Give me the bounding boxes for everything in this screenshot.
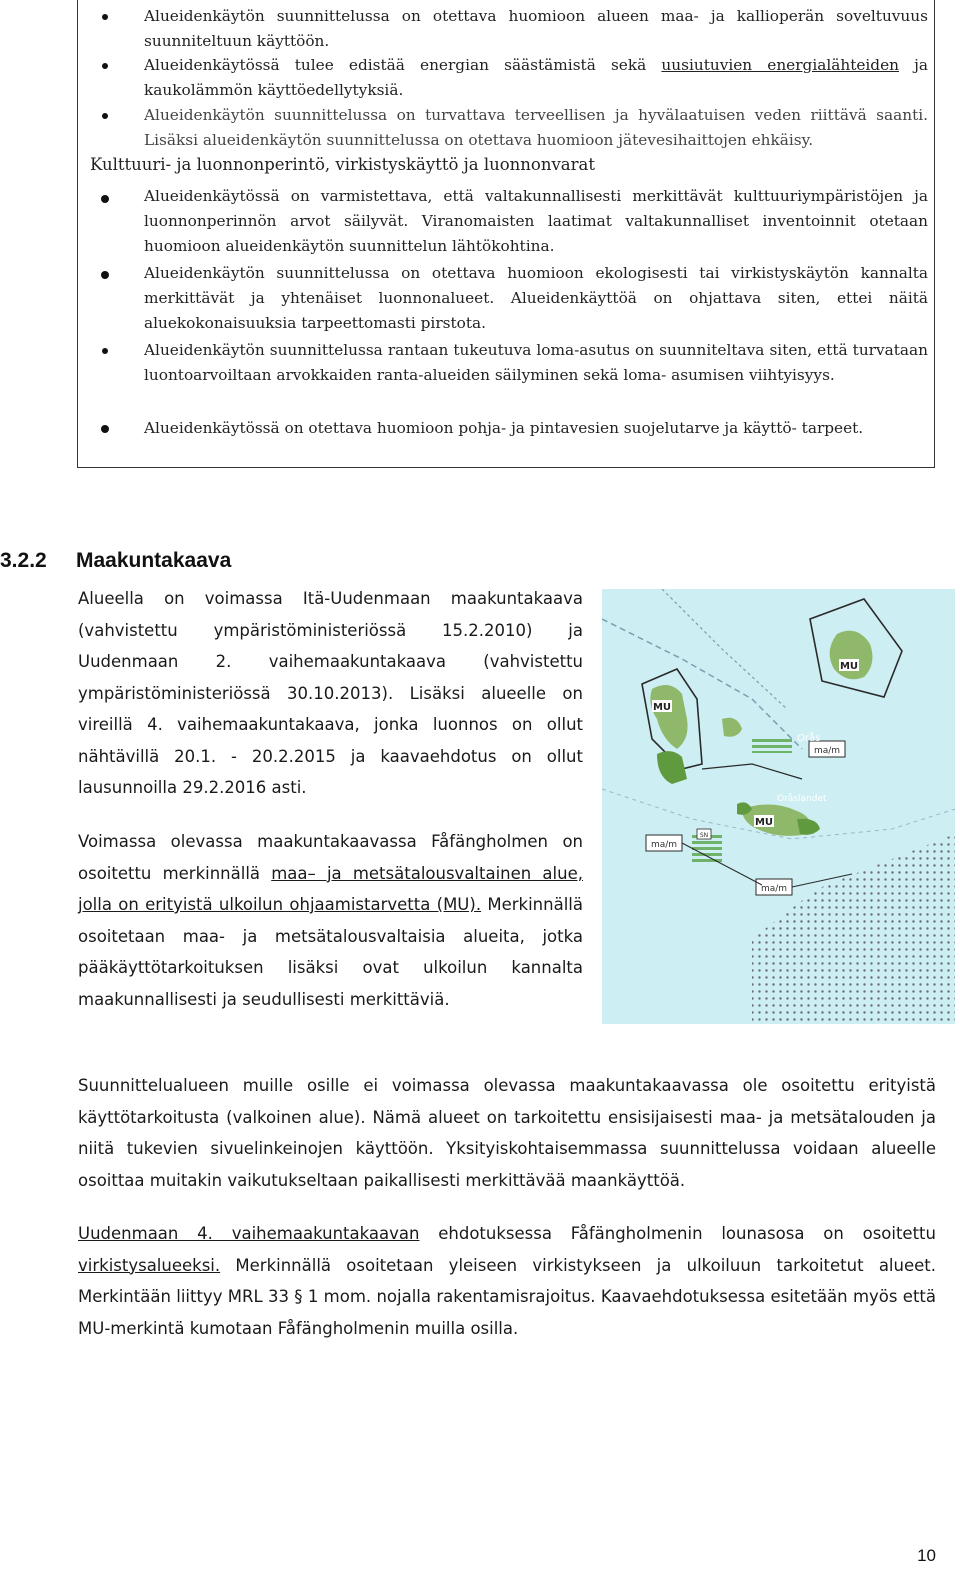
paragraph: Voimassa olevassa maakuntakaavassa Fåfängholmen on osoitettu merkinnällä maa– ja metsätalousvaltainen alue, jolla on erityistä ulkoilun ohjaamistarvetta (MU). Merkinnällä osoitetaan maa- ja metsätalousvaltaisia alueita, jotka pääkäyttötarkoituksen lisäksi ovat ulkoilun kannalta maakunnallisesti ja seudullisesti merkittäviä. bbox=[78, 832, 583, 1009]
mu-label: MU bbox=[652, 702, 672, 713]
map-label: SN bbox=[699, 832, 709, 839]
guideline-item: Alueidenkäytön suunnittelussa on otettava huomioon alueen maa- ja kallioperän soveltuvuus suunniteltuun käyttöön. bbox=[144, 7, 928, 50]
guideline-item: Alueidenkäytössä on otettava huomioon pohja- ja pintavesien suojelutarve ja käyttö- tarpeet. bbox=[144, 419, 864, 437]
guideline-item: Alueidenkäytön suunnittelussa on turvattava terveellisen ja hyvälaatuisen veden riittävä saanti. Lisäksi alueidenkäytön suunnittelussa on otettava huomioon jätevesihaittojen ehkäisy. bbox=[144, 106, 928, 149]
recreation-area-link[interactable]: virkistysalueeksi. bbox=[78, 1255, 221, 1275]
regional-plan-map bbox=[602, 589, 955, 1024]
mu-label: MU bbox=[839, 661, 859, 672]
map-label: ma/m bbox=[813, 746, 841, 756]
guideline-item: Alueidenkäytön suunnittelussa on otettava huomioon ekologisesti tai virkistyskäytön kannalta merkittävät ja yhtenäiset luonnonalueet. Alueidenkäyttöä on ohjattava siten, ettei näitä aluekokonaisuuksia tarpeettomasti pirstota. bbox=[144, 264, 928, 332]
guideline-item: Alueidenkäytössä on varmistettava, että valtakunnallisesti merkittävät kulttuuriympäristöjen ja luonnonperinnön arvot säilyvät. Viranomaisten laatimat valtakunnalliset inventoinnit otetaan huomioon alueidenkäytön suunnittelun lähtökohtina. bbox=[144, 187, 928, 255]
place-name: Orås bbox=[797, 733, 821, 744]
paragraph: Uudenmaan 4. vaihemaakuntakaavan ehdotuksessa Fåfängholmenin lounasosa on osoitettu virkistysalueeksi. Merkinnällä osoitetaan yleiseen virkistykseen ja ulkoiluun tarkoitetut alueet. Merkintään liittyy MRL 33 § 1 mom. nojalla rakentamisrajoitus. Kaavaehdotuksessa esitetään myös että MU-merkintä kumotaan Fåfängholmenin muilla osilla. bbox=[78, 1224, 936, 1338]
section-number: 3.2.2 bbox=[0, 549, 47, 572]
bullet-icon bbox=[102, 63, 108, 69]
mu-label: MU bbox=[754, 817, 774, 828]
bullet-icon bbox=[101, 195, 109, 203]
bullet-icon bbox=[101, 271, 109, 279]
map-label: ma/m bbox=[650, 840, 678, 850]
paragraph: Alueella on voimassa Itä-Uudenmaan maakuntakaava (vahvistettu ympäristöministeriössä 15.2.2010) ja Uudenmaan 2. vaihemaakuntakaava (vahvistettu ympäristöministeriössä 30.10.2013). Lisäksi alueelle on vireillä 4. vaihemaakuntakaava, jonka luonnos on ollut nähtävillä 20.1. - 20.2.2015 ja kaavaehdotus on ollut lausunnoilla 29.2.2016 asti. bbox=[78, 589, 583, 797]
section-title: Maakuntakaava bbox=[76, 549, 232, 572]
bullet-icon bbox=[102, 14, 108, 20]
guideline-item: Alueidenkäytön suunnittelussa rantaan tukeutuva loma-asutus on suunniteltava siten, että turvataan luontoarvoiltaan arvokkaiden ranta-alueiden säilyminen sekä loma- asumisen viihtyisyys. bbox=[144, 341, 928, 384]
place-name: Oråslandet bbox=[777, 794, 827, 804]
box-subheading: Kulttuuri- ja luonnonperintö, virkistyskäyttö ja luonnonvarat bbox=[90, 155, 595, 174]
plan-4-link[interactable]: Uudenmaan 4. vaihemaakuntakaavan bbox=[78, 1224, 420, 1243]
mu-area-link[interactable]: maa– ja metsätalousvaltainen alue, jolla on erityistä ulkoilun ohjaamistarvetta (MU). bbox=[78, 863, 583, 914]
bullet-icon bbox=[102, 113, 108, 119]
bullet-icon bbox=[102, 348, 108, 354]
page-number: 10 bbox=[917, 1546, 936, 1565]
striped-area bbox=[752, 737, 792, 753]
guideline-item: Alueidenkäytössä tulee edistää energian säästämistä sekä uusiutuvien energialähteiden ja kaukolämmön käyttöedellytyksiä. bbox=[144, 56, 929, 99]
map-svg bbox=[602, 589, 955, 1024]
paragraph: Suunnittelualueen muille osille ei voimassa olevassa maakuntakaavassa ole osoitettu erityistä käyttötarkoitusta (valkoinen alue). Nämä alueet on tarkoitettu ensisijaisesti maa- ja metsätalouden ja niitä tukevien sivuelinkeinojen käyttöön. Yksityiskohtaisemmassa suunnittelussa voidaan alueelle osoittaa muitakin vaikutukseltaan paikallisesti merkittävää maankäyttöä. bbox=[78, 1076, 936, 1190]
renewable-energy-link[interactable]: uusiutuvien energialähteiden bbox=[661, 56, 899, 74]
guidelines-box bbox=[77, 0, 935, 468]
map-label: ma/m bbox=[760, 884, 788, 894]
section-heading bbox=[0, 549, 231, 573]
bullet-icon bbox=[101, 425, 109, 433]
